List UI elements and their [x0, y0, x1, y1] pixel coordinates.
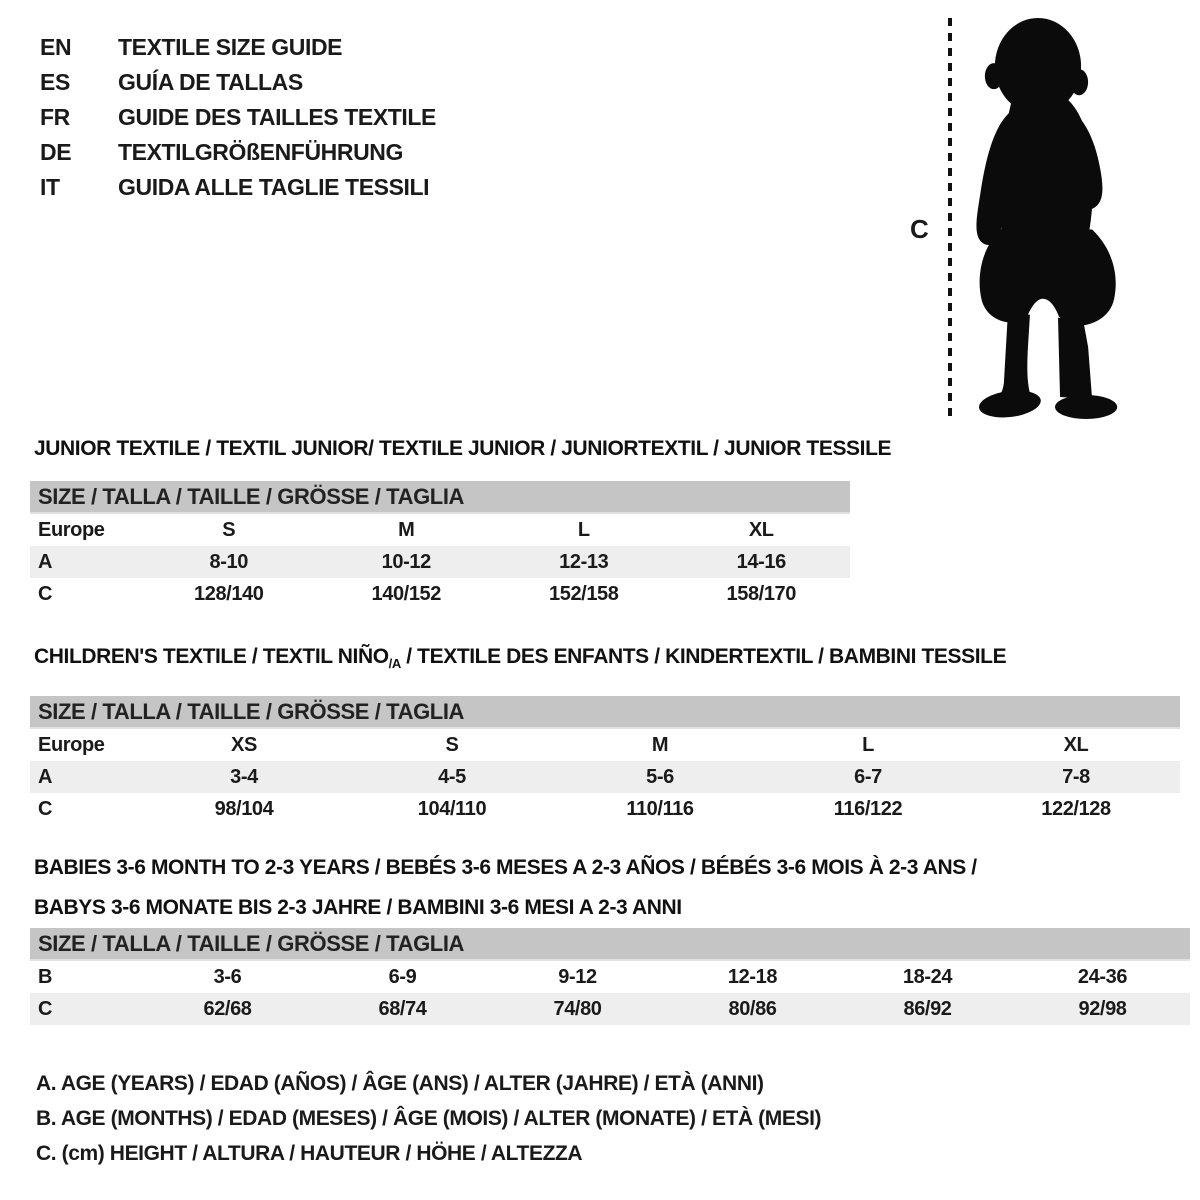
- lang-title: TEXTILE SIZE GUIDE: [118, 34, 343, 60]
- lang-code: ES: [40, 69, 70, 95]
- size-cell: S: [445, 734, 459, 757]
- row-label: C: [38, 798, 53, 821]
- children-table-title: [30, 645, 1180, 676]
- lang-title: GUIDA ALLE TAGLIE TESSILI: [118, 174, 430, 200]
- table-row-age: [30, 546, 850, 578]
- age-cell: 12-13: [559, 551, 609, 573]
- table-row-height: [30, 993, 1190, 1025]
- babies-title-line2: BABYS 3-6 MONATE BIS 2-3 JAHRE / BAMBINI 3-6 MESI A 2-3 ANNI: [34, 896, 682, 919]
- height-cell: 86/92: [903, 998, 952, 1020]
- age-cell: 10-12: [381, 551, 431, 573]
- age-cell: 24-36: [1077, 966, 1128, 988]
- height-cell: 116/122: [833, 798, 903, 821]
- lang-code: EN: [40, 34, 72, 60]
- height-cell: 110/116: [626, 798, 694, 821]
- lang-row-fr: [40, 100, 436, 135]
- height-cell: 68/74: [378, 998, 427, 1020]
- babies-textile-table: [30, 848, 1190, 1025]
- height-measure-label: C: [910, 214, 929, 244]
- junior-textile-table: [30, 437, 892, 610]
- height-cell: 74/80: [553, 998, 602, 1020]
- size-cell: XS: [231, 734, 257, 757]
- title-subscript: /A: [388, 656, 401, 672]
- babies-title-line1: BABIES 3-6 MONTH TO 2-3 YEARS / BEBÉS 3-6 MESES A 2-3 AÑOS / BÉBÉS 3-6 MOIS À 2-3 ANS /: [34, 856, 977, 879]
- row-label: A: [38, 766, 53, 789]
- age-cell: 14-16: [736, 551, 786, 573]
- height-cell: 128/140: [194, 583, 264, 605]
- lang-row-es: [40, 65, 436, 100]
- age-cell: 9-12: [558, 966, 597, 988]
- age-cell: 7-8: [1062, 766, 1090, 789]
- row-label: Europe: [38, 734, 105, 757]
- height-dashed-line: [948, 18, 952, 416]
- children-textile-table: [30, 645, 1180, 825]
- lang-code: IT: [40, 174, 60, 200]
- height-cell: 122/128: [1041, 798, 1111, 821]
- lang-code: DE: [40, 139, 72, 165]
- size-cell: L: [577, 519, 590, 541]
- measure-legend: [36, 1066, 821, 1171]
- lang-title: TEXTILGRÖßENFÜHRUNG: [118, 139, 403, 165]
- size-cell: XL: [748, 519, 774, 541]
- toddler-silhouette-image: [960, 14, 1136, 420]
- title-part: CHILDREN'S TEXTILE / TEXTIL NIÑO: [34, 645, 389, 668]
- legend-line-b: B. AGE (MONTHS) / EDAD (MESES) / ÂGE (MOIS) / ALTER (MONATE) / ETÀ (MESI): [36, 1107, 822, 1130]
- height-cell: 158/170: [726, 583, 796, 605]
- table-row-europe: [30, 729, 1180, 761]
- age-cell: 5-6: [646, 766, 674, 789]
- row-label: C: [38, 998, 53, 1020]
- height-cell: 140/152: [371, 583, 441, 605]
- size-header-bar: SIZE / TALLA / TAILLE / GRÖSSE / TAGLIA: [30, 696, 1180, 729]
- row-label: Europe: [38, 519, 105, 541]
- lang-row-it: [40, 170, 436, 205]
- lang-row-de: [40, 135, 436, 170]
- age-cell: 4-5: [438, 766, 466, 789]
- size-cell: M: [398, 519, 415, 541]
- age-cell: 8-10: [209, 551, 248, 573]
- age-cell: 6-9: [388, 966, 417, 988]
- lang-title: GUÍA DE TALLAS: [118, 69, 303, 95]
- legend-line-a: A. AGE (YEARS) / EDAD (AÑOS) / ÂGE (ANS) / ALTER (JAHRE) / ETÀ (ANNI): [36, 1072, 764, 1095]
- lang-row-en: [40, 30, 436, 65]
- age-cell: 12-18: [727, 966, 778, 988]
- size-cell: M: [651, 734, 669, 757]
- table-row-europe: [30, 514, 850, 546]
- table-row-age: [30, 761, 1180, 793]
- babies-table-title: [30, 848, 1190, 928]
- legend-line-c: C. (cm) HEIGHT / ALTURA / HAUTEUR / HÖHE / ALTEZZA: [36, 1142, 583, 1165]
- title-part: / TEXTILE DES ENFANTS / KINDERTEXTIL / BAMBINI TESSILE: [400, 645, 1007, 668]
- size-cell: XL: [1063, 734, 1089, 757]
- lang-title: GUIDE DES TAILLES TEXTILE: [118, 104, 436, 130]
- height-cell: 152/158: [549, 583, 619, 605]
- table-row-height: [30, 578, 850, 610]
- language-title-list: [40, 30, 436, 205]
- height-cell: 62/68: [203, 998, 252, 1020]
- height-cell: 80/86: [728, 998, 777, 1020]
- row-label: A: [38, 551, 53, 573]
- size-cell: S: [222, 519, 236, 541]
- table-row-height: [30, 793, 1180, 825]
- age-cell: 18-24: [902, 966, 953, 988]
- junior-table-title: JUNIOR TEXTILE / TEXTIL JUNIOR/ TEXTILE JUNIOR / JUNIORTEXTIL / JUNIOR TESSILE: [34, 437, 892, 460]
- age-cell: 3-4: [230, 766, 258, 789]
- size-cell: L: [862, 734, 874, 757]
- age-cell: 3-6: [213, 966, 242, 988]
- height-cell: 92/98: [1078, 998, 1127, 1020]
- row-label: B: [38, 966, 53, 988]
- lang-code: FR: [40, 104, 70, 130]
- size-header-bar: SIZE / TALLA / TAILLE / GRÖSSE / TAGLIA: [30, 481, 850, 514]
- height-cell: 98/104: [214, 798, 274, 821]
- table-row-age-months: [30, 961, 1190, 993]
- age-cell: 6-7: [854, 766, 882, 789]
- row-label: C: [38, 583, 53, 605]
- size-header-bar: SIZE / TALLA / TAILLE / GRÖSSE / TAGLIA: [30, 928, 1190, 961]
- height-cell: 104/110: [417, 798, 487, 821]
